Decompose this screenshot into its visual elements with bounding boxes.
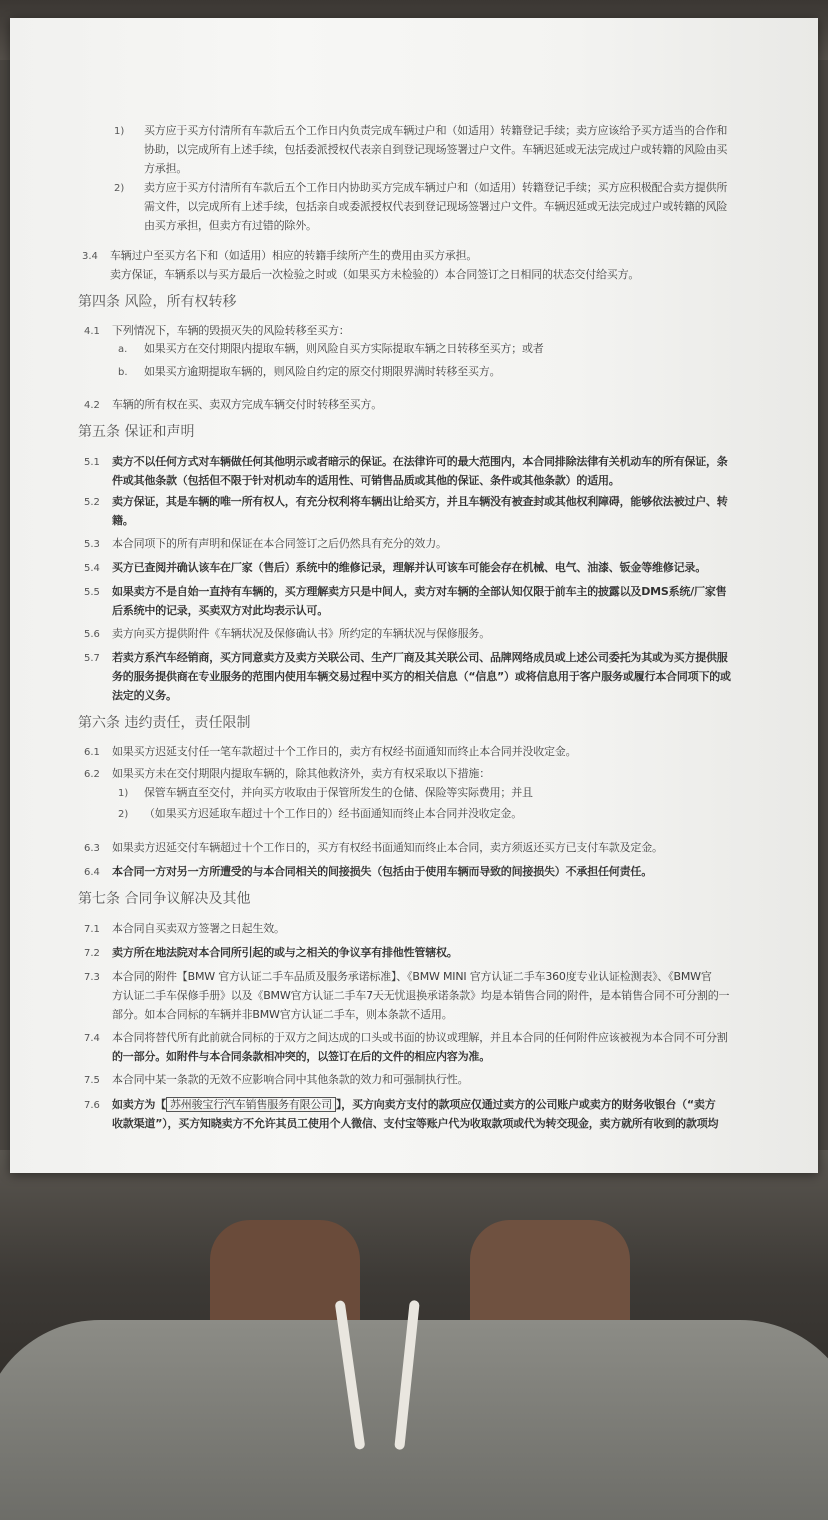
clause-number: 5.3: [84, 539, 100, 550]
clause-number: 5.5: [84, 587, 100, 598]
paragraph-line: 的一部分。如附件与本合同条款相冲突的，以签订在后的文件的相应内容为准。: [112, 1050, 490, 1063]
paragraph-line: 如果卖方不是自始一直持有车辆的，买方理解卖方只是中间人，卖方对车辆的全部认知仅限于前车主的披露以及DMS系统/厂家售: [112, 585, 727, 598]
paragraph-line: （如果买方迟延取车超过十个工作日的）经书面通知而终止本合同并没收定金。: [144, 807, 522, 820]
paragraph-line: 本合同自买卖双方签署之日起生效。: [112, 922, 285, 935]
paragraph-line: 协助，以完成所有上述手续，包括委派授权代表亲自到登记现场签署过户文件。车辆迟延或无法完成过户或转籍的风险由买: [144, 143, 728, 156]
clause-number: 5.6: [84, 629, 100, 640]
item-number: 1): [114, 126, 125, 137]
paragraph-line: 需文件，以完成所有上述手续，包括亲自或委派授权代表到登记现场签署过户文件。车辆迟延或无法完成过户或转籍的风险: [144, 200, 728, 213]
item-number: b.: [118, 367, 128, 378]
paragraph-line: 法定的义务。: [112, 689, 177, 702]
paragraph-line: 方承担。: [144, 162, 188, 175]
clause-number: 7.3: [84, 972, 100, 983]
clause-suffix: 】，买方向卖方支付的款项应仅通过卖方的公司账户或卖方的财务收银台（“卖方: [336, 1098, 716, 1111]
paragraph-line: 如果卖方迟延交付车辆超过十个工作日的，买方有权经书面通知而终止本合同，卖方须返还买方已支付车款及定金。: [112, 841, 663, 854]
clause-number: 3.4: [82, 251, 98, 262]
paragraph-line: 如果买方迟延支付任一笔车款超过十个工作日的，卖方有权经书面通知而终止本合同并没收定金。: [112, 745, 577, 758]
section-heading: 第五条 保证和声明: [78, 424, 195, 440]
paragraph-line: 籍。: [112, 514, 134, 527]
paragraph-line: 如果买方逾期提取车辆的，则风险自约定的原交付期限界满时转移至买方。: [144, 365, 501, 378]
paragraph-line: 本合同的附件【BMW 官方认证二手车品质及服务承诺标准】、《BMW MINI 官方认证二手车360度专业认证检测表》、《BMW官: [112, 970, 712, 983]
paragraph-line: 买方应于买方付清所有车款后五个工作日内负责完成车辆过户和（如适用）转籍登记手续；卖方应该给予买方适当的合作和: [144, 124, 728, 137]
clause-number: 6.3: [84, 843, 100, 854]
clause-number: 7.4: [84, 1033, 100, 1044]
paragraph-line: 由买方承担，但卖方有过错的除外。: [144, 219, 317, 232]
paragraph-line: 如果买方在交付期限内提取车辆，则风险自买方实际提取车辆之日转移至买方；或者: [144, 342, 544, 355]
contract-page: [10, 18, 818, 1173]
item-number: a.: [118, 344, 128, 355]
clause-number: 7.6: [84, 1100, 100, 1111]
clause-number: 6.1: [84, 747, 100, 758]
item-number: 2): [114, 183, 125, 194]
paragraph-line: 如果买方未在交付期限内提取车辆的，除其他救济外，卖方有权采取以下措施：: [112, 767, 490, 780]
paragraph-line: 保管车辆直至交付，并向买方收取由于保管所发生的仓储、保险等实际费用；并且: [144, 786, 533, 799]
paragraph-line: 卖方向买方提供附件《车辆状况及保修确认书》所约定的车辆状况与保修服务。: [112, 627, 490, 640]
clause-number: 6.4: [84, 867, 100, 878]
paragraph-line: 务的服务提供商在专业服务的范围内使用车辆交易过程中买方的相关信息（“信息”）或将信息用于客户服务或履行本合同项下的或: [112, 670, 731, 683]
paragraph-line: 车辆过户至买方名下和（如适用）相应的转籍手续所产生的费用由买方承担。: [110, 249, 478, 262]
clause-number: 4.2: [84, 400, 100, 411]
paragraph-line: 方认证二手车保修手册》以及《BMW官方认证二手车7天无忧退换承诺条款》均是本销售合同的附件，是本销售合同不可分割的一: [112, 989, 730, 1002]
clause-number: 7.5: [84, 1075, 100, 1086]
paragraph-line: 件或其他条款（包括但不限于针对机动车的适用性、可销售品质或其他的保证、条件或其他条款）的适用。: [112, 474, 620, 487]
item-number: 2): [118, 809, 129, 820]
contract-text: [10, 18, 818, 1173]
paragraph-line: 卖方保证，车辆系以与买方最后一次检验之时或（如果买方未检验的）本合同签订之日相同的状态交付给买方。: [110, 268, 640, 281]
paragraph-line: [112, 1096, 716, 1113]
paragraph-line: 部分。如本合同标的车辆并非BMW官方认证二手车，则本条款不适用。: [112, 1008, 453, 1021]
clause-number: 5.7: [84, 653, 100, 664]
item-number: 1): [118, 788, 129, 799]
section-heading: 第七条 合同争议解决及其他: [78, 891, 251, 907]
clause-number: 6.2: [84, 769, 100, 780]
paragraph-line: 本合同项下的所有声明和保证在本合同签订之后仍然具有充分的效力。: [112, 537, 447, 550]
clause-number: 5.1: [84, 457, 100, 468]
clause-prefix: 如卖方为【: [112, 1098, 166, 1111]
paragraph-line: 卖方保证，其是车辆的唯一所有权人，有充分权利将车辆出让给买方，并且车辆没有被查封或其他权利障碍，能够依法被过户、转: [112, 495, 728, 508]
paragraph-line: 本合同一方对另一方所遭受的与本合同相关的间接损失（包括由于使用车辆而导致的间接损失）不承担任何责任。: [112, 865, 652, 878]
section-heading: 第六条 违约责任，责任限制: [78, 715, 251, 731]
paragraph-line: 车辆的所有权在买、卖双方完成车辆交付时转移至买方。: [112, 398, 382, 411]
paragraph-line: 买方已查阅并确认该车在厂家（售后）系统中的维修记录，理解并认可该车可能会存在机械、电气、油漆、钣金等维修记录。: [112, 561, 706, 574]
paragraph-line: 卖方应于买方付清所有车款后五个工作日内协助买方完成车辆过户和（如适用）转籍登记手续；买方应积极配合卖方提供所: [144, 181, 728, 194]
paragraph-line: 卖方所在地法院对本合同所引起的或与之相关的争议享有排他性管辖权。: [112, 946, 458, 959]
section-heading: 第四条 风险，所有权转移: [78, 294, 237, 310]
paragraph-line: 若卖方系汽车经销商，买方同意卖方及卖方关联公司、生产厂商及其关联公司、品牌网络成员或上述公司委托为其或为买方提供服: [112, 651, 728, 664]
paragraph-line: 后系统中的记录，买卖双方对此均表示认可。: [112, 604, 328, 617]
paragraph-line: 卖方不以任何方式对车辆做任何其他明示或者暗示的保证。在法律许可的最大范围内，本合同排除法律有关机动车的所有保证，条: [112, 455, 728, 468]
clause-number: 7.2: [84, 948, 100, 959]
paragraph-line: 本合同中某一条款的无效不应影响合同中其他条款的效力和可强制执行性。: [112, 1073, 469, 1086]
clause-number: 5.2: [84, 497, 100, 508]
paragraph-line: 本合同将替代所有此前就合同标的于双方之间达成的口头或书面的协议或理解，并且本合同的任何附件应该被视为本合同不可分割: [112, 1031, 728, 1044]
paragraph-line: 收款渠道”），买方知晓卖方不允许其员工使用个人微信、支付宝等账户代为收取款项或代为转交现金，卖方就所有收到的款项均: [112, 1117, 719, 1130]
clause-number: 7.1: [84, 924, 100, 935]
paragraph-line: 下列情况下，车辆的毁损灭失的风险转移至买方：: [112, 324, 350, 337]
company-name: 苏州骏宝行汽车销售服务有限公司: [166, 1097, 336, 1112]
clause-number: 4.1: [84, 326, 100, 337]
clause-number: 5.4: [84, 563, 100, 574]
